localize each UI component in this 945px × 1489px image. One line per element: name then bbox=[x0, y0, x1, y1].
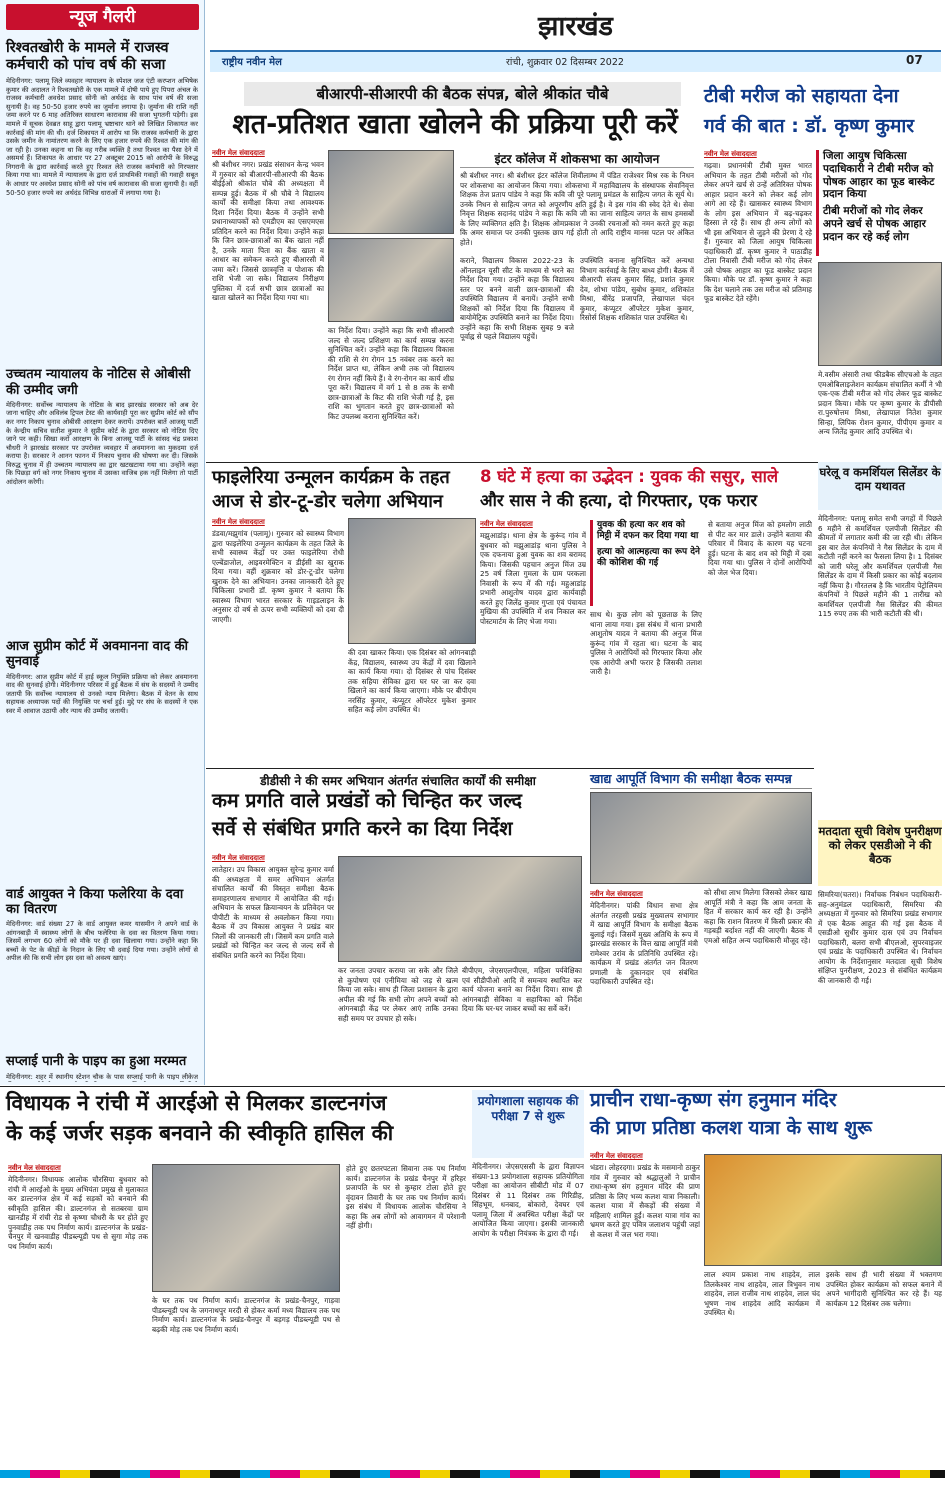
story7-text2: कर जनता उपचार कराया जा सके और जिले से कुपोषण एवं एनीमिया को जड़ से खत्म किया जा सके। साथ ही जिला प्रशासन के द्वारा अपील की गई कि सभी लोग अपने बच्चों को आंगनबाड़ी केंद्र पर लेकर आएं ताकि उनका सही समय पर उपचार हो सके। bbox=[338, 966, 458, 1023]
masthead bbox=[206, 0, 945, 80]
story3-text: गढ़वा। प्रधानमंत्री टीबी मुक्त भारत अभियान के तहत टीबी मरीजों को गोद लेकर अपने खर्च से उन्हें अतिरिक्त पोषक आहार प्रदान करने को लेकर कई लोग आगे आ रहे हैं। खासकर स्वास्थ्य विभाग के लोग इस अभियान में बढ़-चढ़कर हिस्सा ले रहे हैं। साथ ही अन्य लोगों को भी इस अभियान से जुड़ने की प्रेरणा दे रहे हैं। गुरुवार को जिला आयुष चिकित्सा पदाधिकारी डॉ. कृष्ण कुमार ने पाठाडीह टोला निवासी टीबी मरीज को गोद लेकर उसे पोषक आहार का फूड बास्केट प्रदान किया। मौके पर डॉ. कृष्ण कुमार ने कहा कि देश चलाने तक उस मरीज को प्रतिमाह फूड बास्केट देते रहेंगे। bbox=[704, 161, 812, 303]
story1-col2 bbox=[328, 326, 454, 459]
story12-col3 bbox=[826, 1270, 942, 1462]
story10-headline-1: विधायक ने रांची में आरईओ से मिलकर डाल्टनगंज bbox=[6, 1091, 387, 1115]
story7-col2 bbox=[338, 966, 458, 1080]
story8-photo bbox=[590, 792, 812, 884]
story7-headline-1: कम प्रगति वाले प्रखंडों को चिन्हित कर जल्द bbox=[212, 789, 523, 812]
story2-text3: उपस्थिति बनाना सुनिश्चित करें अन्यथा विभाग कार्रवाई के लिए बाध्य होगी। बैठक में बीआरपी संजय कुमार सिंह, प्रशांत कुमार देव, शोभा पांडेय, सुबोध कुमार, शशिकांत मिश्रा, बीरेंद्र प्रजापति, लेखापाल चंदन कुमार, कंप्यूटर ऑपरेटर मुकेश कुमार, रिसोर्स शिक्षक शशिकांत पाल उपस्थित थे। bbox=[580, 256, 694, 322]
story7-col3 bbox=[462, 966, 582, 1080]
story1-headline: शत-प्रतिशत खाता खोलने की प्रक्रिया पूरी करें bbox=[232, 109, 678, 140]
story5-headline-2: और सास ने की हत्या, दो गिरफ्तार, एक फरार bbox=[480, 491, 758, 510]
story6-col bbox=[818, 514, 942, 816]
story12-headline-1: प्राचीन राधा-कृष्ण संग हनुमान मंदिर bbox=[590, 1089, 837, 1111]
story8-headline: खाद्य आपूर्ति विभाग की समीक्षा बैठक सम्पन्न bbox=[590, 772, 812, 789]
story11-col bbox=[472, 1162, 584, 1462]
story1-col1 bbox=[212, 147, 324, 459]
story6-text: मेदिनीनगर: पलामू समेत सभी जगहों में पिछले 6 महीने से कमर्शियल एलपीजी सिलेंडर की कीमतों में लगातार कमी की जा रही थी। लेकिन इस बार तेल कंपनियों ने गैस सिलेंडर के दाम में कटौती नहीं करने का फैसला लिया है। 1 दिसंबर को जारी घरेलू और कमर्शियल एलपीजी गैस सिलेंडर के दाम में किसी प्रकार का कोई बदलाव नहीं किया है। गौरतलब है कि भारतीय पेट्रोलियम कंपनियों ने पिछले महीने की 1 तारीख को कमर्शियल एलपीजी गैस सिलेंडर की कीमत 115 रुपए तक की भारी कटौती की थी। bbox=[818, 514, 942, 618]
story10-photo bbox=[152, 1164, 340, 1292]
story8-text2: को सीधा लाभ मिलेगा जिसको लेकर खाद्य आपूर्ति मंत्री ने कहा कि आम जनता के हित में सरकार कार्य कर रही है। उन्होंने कहा कि राशन वितरण में किसी प्रकार की गड़बड़ी बर्दाश्त नहीं की जाएगी। बैठक में एमओ सहित अन्य पदाधिकारी मौजूद रहे। bbox=[704, 888, 812, 945]
story5-bullets bbox=[590, 520, 702, 606]
story5-col3 bbox=[708, 520, 812, 762]
story5-bullet-2: हत्या को आत्महत्या का रूप देने की कोशिश की गई bbox=[597, 546, 701, 568]
story5-headline-1: 8 घंटे में हत्या का उद्भेदन : युवक की ससुर, साले bbox=[480, 467, 779, 486]
story4-headline-1: फाइलेरिया उन्मूलन कार्यक्रम के तहत bbox=[212, 467, 450, 488]
gallery-item-4-text: मेदिनीनगर: वार्ड संख्या 27 के वार्ड आयुक्त कमर यासमीन ने अपने वार्ड के आंगनबाड़ी में स्वास्थ्य लोगों के बीच फलेरिया के दवा का वितरण किया गया। जिसमें लगभग 60 लोगों को मौके पर ही दवा खिलाया गया। उन्होंने कहा कि बच्चों के पेट के कीड़ों के निदान के लिए भी दवाई दिया गया। उन्होंने लोगों से अपील की कि सभी लोग इस दवा को अवश्य खाएं। bbox=[6, 920, 198, 963]
story7-text3: बीपीएम, जेएसएलपीएस, महिला पर्यवेक्षिका एवं सीडीपीओ आदि में समन्वय स्थापित कर कार्य योजना बनाने का निर्देश दिया। साथ ही आंगनबाड़ी सेविका व सहायिका को निर्देश दिया कि घर-घर जाकर बच्चों का सर्वे करें। bbox=[462, 966, 582, 1013]
gallery-item-2-head: उच्चतम न्यायालय के नोटिस से ओबीसी की उम्मीद जगी bbox=[6, 367, 191, 398]
story12-col1 bbox=[590, 1150, 700, 1462]
story12-headline-2: की प्राण प्रतिष्ठा कलश यात्रा के साथ शुरू bbox=[590, 1117, 872, 1139]
story3-bullet-1: जिला आयुष चिकित्सा पदाधिकारी ने टीबी मरीज को पोषक आहार का फूड बास्केट प्रदान किया bbox=[823, 150, 942, 201]
gallery-item-5-head: सप्लाई पानी के पाइप का हुआ मरम्मत bbox=[6, 1054, 187, 1070]
story4-col2 bbox=[348, 648, 476, 762]
gallery-item-3-head: आज सुप्रीम कोर्ट में अवमानना वाद की सुनवाई bbox=[6, 638, 189, 670]
story12-text: भंडरा। लोहरदगा। प्रखंड के मसमानो ठाकुर गांव में गुरुवार को श्रद्धालुओं ने प्राचीन राधा-कृष्ण संग हनुमान मंदिर की प्राण प्रतिष्ठा के लिए भव्य कलश यात्रा निकाली। कलश यात्रा में सैकड़ों की संख्या में महिलाएं शामिल हुईं। कलश यात्रा गांव का भ्रमण करते हुए पवित्र जलाशय पहुंची जहां से कलश में जल भरा गया। bbox=[590, 1163, 700, 1239]
story2-col2 bbox=[460, 256, 574, 459]
story10-text: मेदिनीनगर। विधायक आलोक चौरसिया बुधवार को रांची में आरईओ के मुख्य अभियंता प्रमुख से मुलाकात कर डाल्टनगंज क्षेत्र में कई सड़कों को बनवाने की स्वीकृति हासिल की। डाल्टनगंज से सतबरवा ग्राम खानडीह में रांची रोड से कृष्णा चौधरी के घर होते हुए पुनवाडीह तक पथ निर्माण कार्य। डाल्टनगंज के प्रखंड-चैनपुर में खनवाडीह पीडब्ल्यूडी पथ से सुगा मोड़ तक पथ निर्माण कार्य। bbox=[8, 1175, 148, 1251]
story7-byline: नवीन मेल संवाददाता bbox=[212, 854, 265, 862]
story5-text: मझुआडांड़। थाना क्षेत्र के कुरूंद गांव में बुधवार को मझुआडांड़ थाना पुलिस ने एक दफनाया हुआ युवक का शव बरामद किया। जिसकी पहचान अनुज मिंज उम्र 25 वर्ष जिला गुमला के ग्राम परकला निवासी के रूप में की गई। महुआडांड़ प्रभारी आशुतोष यादव द्वारा कार्यवाही करते हुए जिलेंद्र कुमार गुप्ता एवं पंचायत मुखिया की उपस्थिति में शव निकाल कर पोस्टमार्टम के लिए भेजा गया। bbox=[480, 531, 586, 626]
story9-text: सिमरिया(चतरा)। निर्वाचक निबंधन पदाधिकारी-सह-अनुमंडल पदाधिकारी, सिमरिया की अध्यक्षता में गुरुवार को सिमरिया प्रखंड सभागार में एक बैठक आहूत की गई इस बैठक में एसडीओ सुधीर कुमार दास एवं उप निर्वाचन पदाधिकारी, बलरा सभी बीएलओ, सुपरवाइजर एवं प्रखंड के पदाधिकारी उपस्थित थे। निर्वाचन आयोग के निर्देशानुसार मतदाता सूची विशेष संक्षिप्त पुनरीक्षण, 2023 से संबंधित कार्यक्रम की जानकारी दी गई। bbox=[818, 890, 942, 985]
story8-byline: नवीन मेल संवाददाता bbox=[590, 890, 643, 898]
story5-byline: नवीन मेल संवाददाता bbox=[480, 520, 533, 528]
story10-col3 bbox=[346, 1164, 466, 1462]
story5-bullet-1: युवक की हत्या कर शव को मिट्टी में दफन कर दिया गया था bbox=[597, 520, 702, 543]
story1-text2: का निर्देश दिया। उन्होंने कहा कि सभी सीआरपी जल्द से जल्द प्रशिक्षण का कार्य सम्पन्न करना सुनिश्चित करें। उन्होंने कहा कि विद्यालय विकास की राशि से रंग रोगन 15 नवंबर तक करने का निर्देश प्राप्त था, लेकिन अभी तक जो विद्यालय रंग रोगन नहीं किये हैं। वे रंग-रोगन का कार्य शीघ्र पूरा करें। विद्यालय में वर्ग 1 से 8 तक के सभी छात्र-छात्राओं के किट की राशि भेजी गई है, इस राशि का भुगतान करते हुए छात्र-छात्राओं को किट उपलब्ध कराना सुनिश्चित करें। bbox=[328, 326, 454, 421]
gallery-item-5-text: मेदिनीनगर: शहर में स्थानीय स्टेशन चौक के पास सप्लाई पानी के पाइप लीकेज bbox=[6, 1072, 198, 1081]
story1-kicker: बीआरपी-सीआरपी की बैठक संपन्न, बोले श्रीकांत चौबे bbox=[244, 82, 681, 106]
story5-text3: से बताया अनुज मिंज को हमलोग लाठी से पीट कर मार डाले। उन्होंने बताया की परिवार में विवाद के कारण यह घटना हुई। घटना के बाद शव को मिट्टी में दबा दिया गया था। पुलिस ने दोनों आरोपियों को जेल भेज दिया। bbox=[708, 520, 812, 577]
gallery-item-1-text: मेदिनीनगर: पलामू जिले व्यवहार न्यायालय के स्पेशल जज एंटी करप्शन अभिषेक कुमार की अदालत ने रिश्वतखोरी के एक मामले में दोषी पाये हुए पिपरा अंचल के राजस्व कर्मचारी अवधेश प्रसाद सोनी को अर्थदंड के साथ पांच वर्ष की सजा सुनायी है। वह 50-50 हजार रुपये का जुर्माना लगाया है। जुर्माना की राशि नहीं जमा करने पर 6 माह अतिरिक्त साधारण कारावास की सजा भुगतनी पड़ेगी। इस मामले में सूचक देवब्रत साहू द्वारा पलामू भ्रष्टाचार थाने को लिखित शिकायत कर कार्रवाई की मांग की थी। दर्ज शिकायत में आरोप था कि राजस्व कर्मचारी के द्वारा उसके जमीन के नामांतरण करने के लिए एक हजार रुपये की रिश्वत की मांग की जा रही है। उनका कहना था कि वह गरीब व्यक्ति है तथा रिश्वत का पैसा देने में असमर्थ हैं। शिकायत के आधार पर 27 अक्टूबर 2015 को आरोपी के विरुद्ध निगरानी के द्वारा कार्रवाई करते हुए रिश्वत लेते राजस्व कर्मचारी को गिरफ्तार किया गया था। मामले में न्यायालय के द्वारा दर्ज प्राथमिकी गवाहों की गवाही सबूत के आधार पर अवधेश प्रसाद सोनी को पांच वर्ष कारावास की सजा सुनायी है। वहीं 50-50 हजार रुपये का अर्थदंड विभिन्न धाराओं में लगाया गया है। bbox=[6, 77, 198, 197]
story10-text3: होते हुए छतरपटला सिवाना तक पथ निर्माण कार्य। डाल्टनगंज के प्रखंड चैनपुर में हरिहर प्रजापति के घर से कुम्हार टोला होते हुए वृंदावन तिवारी के घर तक पथ निर्माण कार्य। इस संबंध में विधायक आलोक चौरसिया ने कहा कि अब लोगों को आवागमन में परेशानी नहीं होगी। bbox=[346, 1164, 466, 1230]
story3-col1 bbox=[704, 148, 812, 458]
dateline: रांची, शुक्रवार 02 दिसम्बर 2022 bbox=[506, 57, 624, 68]
story9-col bbox=[818, 890, 942, 1080]
story3-byline: नवीन मेल संवाददाता bbox=[704, 150, 757, 158]
story5-col2 bbox=[590, 610, 702, 762]
story4-photo bbox=[348, 518, 476, 644]
story4-col1 bbox=[212, 516, 344, 762]
gallery-item-1-head: रिश्वतखोरी के मामले में राजस्व कर्मचारी को पांच वर्ष की सजा bbox=[6, 40, 169, 74]
story3-photo bbox=[818, 262, 942, 366]
story3-headline-2: गर्व की बात : डॉ. कृष्ण कुमार bbox=[704, 115, 915, 137]
story4-byline: नवीन मेल संवाददाता bbox=[212, 518, 265, 526]
section-title: झारखंड bbox=[538, 11, 613, 42]
story8-col2 bbox=[704, 888, 812, 1080]
news-gallery-sidebar bbox=[0, 0, 205, 1085]
story7-text: लातेहार। उप विकास आयुक्त सुरेन्द्र कुमार वर्मा की अध्यक्षता में समर अभियान अंतर्गत संचालित कार्यों की विस्तृत समीक्षा बैठक समाहरणालय सभागार में आयोजित की गई। अभियान के सफल क्रियान्वयन के प्रतिवेदन पर पीपीटी के माध्यम से अवलोकन किया गया। बैठक में उप विकास आयुक्त ने प्रखंड बार जिलों की जानकारी ली। जिसमें कम प्रगति वाले प्रखंडों को चिन्हित कर जल्द से जल्द सर्वे से संबंधित प्रगति करने का निर्देश दिया। bbox=[212, 865, 334, 960]
story11-text: मेदिनीनगर। जेएसएससी के द्वारा विज्ञापन संख्या-13 प्रयोगशाला सहायक प्रतियोगिता परीक्षा का आयोजन सीबीटी मोड में 07 दिसंबर से 11 दिसंबर तक गिरिडीह, सिंहभूम, धनबाद, बोकारो, देवघर एवं पलामू जिला में अवस्थित परीक्षा केंद्रों पर आयोजित किया जाएगा। इसकी जानकारी आयोग के परीक्षा नियंत्रक के द्वारा दी गई। bbox=[472, 1162, 584, 1238]
gallery-item-2-text: मेदिनीनगर: सर्वोच्च न्यायालय के नोटिस के बाद झारखंड सरकार को अब देर जाना चाहिए और अविलंब ट्रिपल टेस्ट की कार्यवाही पूरा कर सुप्रीम कोर्ट को सौंप कर नगर निकाय चुनाव ओबीसी आरक्षण देकर करायें। उपरोक्त बातें आजसू पार्टी के केन्द्रीय सचिव सतीश कुमार ने सुप्रीम कोर्ट के द्वारा सरकार को नोटिस दिए जाने पर कही। सिखा करों आरक्षण के बिना आजसू पार्टी के सांसद चंद्र प्रकाश चौधरी ने झारखंड सरकार पर उपरोक्त व्यवहार में अवमानना का मुकदमा दर्ज कराया है। सरकार ने आनन फानन में निकाय चुनाव की घोषणा कर दी। जिसके विरुद्ध चुनाव में ही उच्चतम न्यायालय का द्वार खटखटाया गया था। उन्होंने कहा कि पिछड़ा वर्ग को नगर निकाय चुनाव में उसका वाजिब हक नहीं मिलेगा तो पार्टी आंदोलन करेगी। bbox=[6, 400, 198, 486]
story10-headline-2: के कई जर्जर सड़क बनवाने की स्वीकृति हासिल की bbox=[6, 1121, 394, 1145]
story3-bullets bbox=[816, 150, 942, 256]
story7-kicker: डीडीसी ने की समर अभियान अंतर्गत संचालित कार्यों की समीक्षा bbox=[260, 774, 536, 788]
story12-photo bbox=[704, 1154, 942, 1266]
story1-photo-1 bbox=[328, 150, 454, 234]
story10-col2 bbox=[152, 1296, 340, 1462]
story6-headline: घरेलू व कमर्शियल सिलेंडर के दाम यथावत bbox=[818, 462, 942, 510]
story1-byline: नवीन मेल संवाददाता bbox=[212, 149, 265, 157]
story1-text: श्री बंशीधर नगर। प्रखंड संसाधन केन्द्र भवन में गुरुवार को बीआरपी-सीआरपी की बैठक बीईईओ श्रीकांत चौबे की अध्यक्षता में सम्पन्न हुई। बैठक में श्री चौबे ने विद्यालय कार्यों की समीक्षा किया तथा आवश्यक दिशा निर्देश दिया। बैठक में उन्होंने सभी प्रधानाध्यापकों को एमडीएम का एसएमएस प्रतिदिन करने का निर्देश दिया। उन्होंने कहा कि जिन छात्र-छात्राओं का बैंक खाता नहीं है, उनके माता पिता का बैंक खाता व आधार का समेकन करते हुए बीआरसी में जमा करें। जिससे छात्रवृत्ति व पोशाक की राशि भेजी जा सके। विद्यालय निरीक्षण पुस्तिका में दर्ज सभी छात्र छात्राओं का खाता खोलने का निर्देश दिया गया था। bbox=[212, 160, 324, 302]
story12-text3: इसके साथ ही भारी संख्या में भक्तगण उपस्थित होकर कार्यक्रम को सफल बनाने में अपने भागीदारी सुनिश्चित कर रहे हैं। यह कार्यक्रम 12 दिसंबर तक चलेगा। bbox=[826, 1270, 942, 1308]
story4-text2: की दवा खाकर किया। एक दिसंबर को आंगनबाड़ी केंद्र, विद्यालय, स्वास्थ्य उप केंद्रों में दवा खिलाने का कार्य किया गया। दो दिसंबर से पांच दिसंबर तक सहिया सेविका द्वारा घर घर जा कर दवा खिलाने का कार्य किया जाएगा। मौके पर बीपीएम नरसिंह कुमार, कंप्यूटर ऑपरेटर मुकेश कुमार सहित कई लोग उपस्थित थे। bbox=[348, 648, 476, 714]
story3-text2: मे.वसीम अंसारी तथा फीडबैक सीएचओ के तहत एमओबिलाइजेशन कार्यक्रम संचालित कर्मी ने भी एक-एक टीबी मरीज को गोद लेकर फूड बास्केट प्रदान किया। मौके पर कृष्ण कुमार के डीपीसी रा.पुरुषोत्तम मिश्रा, लेखापाल नितेश कुमार सिन्हा, लिपिक रोशन कुमार, पीपीएम कुमार व अन्य जितेंद्र कुमार आदि उपस्थित थे। bbox=[818, 370, 942, 436]
story4-text: डंडवा/मझुगांव (पलामू)। गुरुवार को स्वास्थ्य विभाग द्वारा फाइलेरिया उन्मूलन कार्यक्रम के तहत जिले के सभी स्वास्थ्य केंद्रों पर उक्त फाइलेरिया रोधी एल्बेंडाजोल, आइवरमेक्टिन व डीईसी का खुराक दिया गया। वहीं शुक्रवार को डोर-टू-डोर चलेगा खुराक देने का अभियान। उनका जानकारी देते हुए चिकित्सा प्रभारी डॉ. कृष्ण कुमार ने बताया कि स्वास्थ्य विभाग भारत सरकार के गाइडलाइन के अनुसार दो वर्ष से ऊपर सभी व्यक्तियों को दवा दी जाएगी। bbox=[212, 529, 344, 624]
story2-text: श्री बंशीधर नगर। श्री बंशीधर इंटर कॉलेज शिवीलाम्भ में पंडित राजेश्वर मिश्र रक के निधन पर शोकसभा का आयोजन किया गया। शोकसभा में महाविद्यालय के संस्थापक सेवानिवृत्त शिक्षक तेज प्रताप पांडेय ने कहा कि कवि जी पूरे पलामू प्रमंडल के साहित्य जगत के सूर्य थे। उनके निधन से साहित्य जगत को अपूरणीय क्षति हुई है। वे इस गांव की स्वेद देते थे। सेवा निवृत्त शिक्षक सदानंद पांडेय ने कहा कि कवि जी का जाना साहित्य जगत के साथ हमसबों के लिए व्यक्तिगत क्षति है। शिक्षक ओमप्रकाश ने उनकी रचनाओं को नमन करते हुए कहा कि अमर समाज पर उनकी पुस्तक छाप गई होती तो आदि राष्ट्रीय मानस पटल पर अंकित होते। bbox=[460, 171, 694, 247]
story9-headline: मतदाता सूची विशेष पुनरीक्षण को लेकर एसडीओ ने की बैठक bbox=[818, 820, 942, 886]
story11-headline: प्रयोगशाला सहायक की परीक्षा 7 से शुरू bbox=[472, 1090, 584, 1158]
color-strip bbox=[0, 1470, 945, 1478]
story1-photo-2 bbox=[328, 238, 454, 322]
story2-col1 bbox=[460, 171, 694, 251]
story7-photo bbox=[338, 856, 582, 962]
story2-headline: इंटर कॉलेज में शोकसभा का आयोजन bbox=[460, 150, 694, 168]
story3-headline-1: टीबी मरीज को सहायता देना bbox=[704, 85, 899, 107]
story7-col1 bbox=[212, 852, 334, 1080]
page-number: 07 bbox=[906, 53, 923, 67]
story2-text2: कराने, विद्यालय विकास 2022-23 के ऑनलाइन यूसी सीट के माध्यम से भरने का निर्देश दिया गया। उन्होंने कहा कि विद्यालय स्तर पर बनने वाली छात्र-छात्राओं की उपस्थिति विद्यालय में बनायें। उन्होंने सभी शिक्षकों को निर्देश दिया कि विद्यालय में बायोमेट्रिक उपस्थिति बनाने का निर्देश दिया। उन्होंने कहा कि सभी शिक्षक सुबह 9 बजे पूर्वाह्न से पहले विद्यालय पहुंचें। bbox=[460, 256, 574, 341]
story10-text2: के घर तक पथ निर्माण कार्य। डाल्टनगंज के प्रखंड-चैनपुर, गाड़वा पीडब्ल्यूडी पथ के जगनाथपुर मरदी से होकर कर्मा मध्य विद्यालय तक पथ निर्माण कार्य। डाल्टनगंज के प्रखंड-चैनपुर में बड़गड़ पीडब्ल्यूडी पथ से बढ़की मोड़ तक पथ निर्माण कार्य। bbox=[152, 1296, 340, 1334]
paper-name: राष्ट्रीय नवीन मेल bbox=[222, 57, 282, 68]
story3-col2 bbox=[818, 370, 942, 458]
story12-byline: नवीन मेल संवाददाता bbox=[590, 1152, 643, 1160]
story10-col1 bbox=[8, 1162, 148, 1462]
story12-text2: लाल श्याम प्रकाश नाथ शाहदेव, लाल तिलकेश्वर नाथ शाहदेव, लाल त्रिभुवन नाथ शाहदेव, लाल राजीव नाथ शाहदेव, लाल चंद भूषण नाथ शाहदेव आदि कार्यक्रम में उपस्थित थे। bbox=[704, 1270, 820, 1317]
story10-byline: नवीन मेल संवाददाता bbox=[8, 1164, 61, 1172]
story5-col1 bbox=[480, 518, 586, 762]
story3-bullet-2: टीबी मरीजों को गोद लेकर अपने खर्च से पोषक आहार प्रदान कर रहे कई लोग bbox=[823, 205, 942, 243]
story7-headline-2: सर्वे से संबंधित प्रगति करने का दिया निर्देश bbox=[212, 817, 513, 840]
gallery-item-3-text: मेदिनीनगर: आज सुप्रीम कोर्ट में हाई स्कूल नियुक्ति प्रक्रिया को लेकर अवमानना वाद की सुनवाई होगी। मेदिनीनगर परिसर में हुई बैठक में संघ के सदस्यों ने उम्मीद जतायी कि सर्वोच्च न्यायालय से उनको न्याय मिलेगा। बैठक में वेतन के साथ सहायक अध्यापक पदों की नियुक्ति पर चर्चा हुई। मुद्दे पर संघ के सदस्यों ने एक स्वर में आवाज उठायी और न्याय की उम्मीद जतायी। bbox=[6, 672, 198, 715]
story2-col3 bbox=[580, 256, 694, 459]
story5-text2: साथ थे। कुछ लोग को पूछताछ के लिए थाना लाया गया। इस संबंध में थाना प्रभारी आशुतोष यादव ने बताया की अनुज मिंज कुरूंद गांव में रहता था। घटना के बाद पुलिस ने आरोपियों को गिरफ्तार किया और एक आरोपी अभी फरार है जिसकी तलाश जारी है। bbox=[590, 610, 702, 676]
story8-text: मेदिनीनगर। पांकी विधान सभा क्षेत्र अंतर्गत तरहसी प्रखंड मुख्यालय सभागार में खाद्य आपूर्ति विभाग के समीक्षा बैठक बुलाई गई। जिसमें मुख्य अतिथि के रूप में झारखंड सरकार के वित्त खाद्य आपूर्ति मंत्री रामेश्वर उरांव के प्रतिनिधि उपस्थित रहे। कार्यक्रम में प्रखंड अंतर्गत जन वितरण प्रणाली के दुकानदार एवं संबंधित पदाधिकारी उपस्थित रहे। bbox=[590, 901, 698, 986]
gallery-item-4-head: वार्ड आयुक्त ने किया फलेरिया के दवा का वितरण bbox=[6, 886, 184, 917]
story4-headline-2: आज से डोर-टू-डोर चलेगा अभियान bbox=[212, 491, 443, 512]
gallery-title: न्यूज गैलरी bbox=[6, 4, 199, 30]
story12-col2 bbox=[704, 1270, 820, 1462]
story8-col1 bbox=[590, 888, 698, 1080]
gallery-items bbox=[0, 34, 204, 1082]
